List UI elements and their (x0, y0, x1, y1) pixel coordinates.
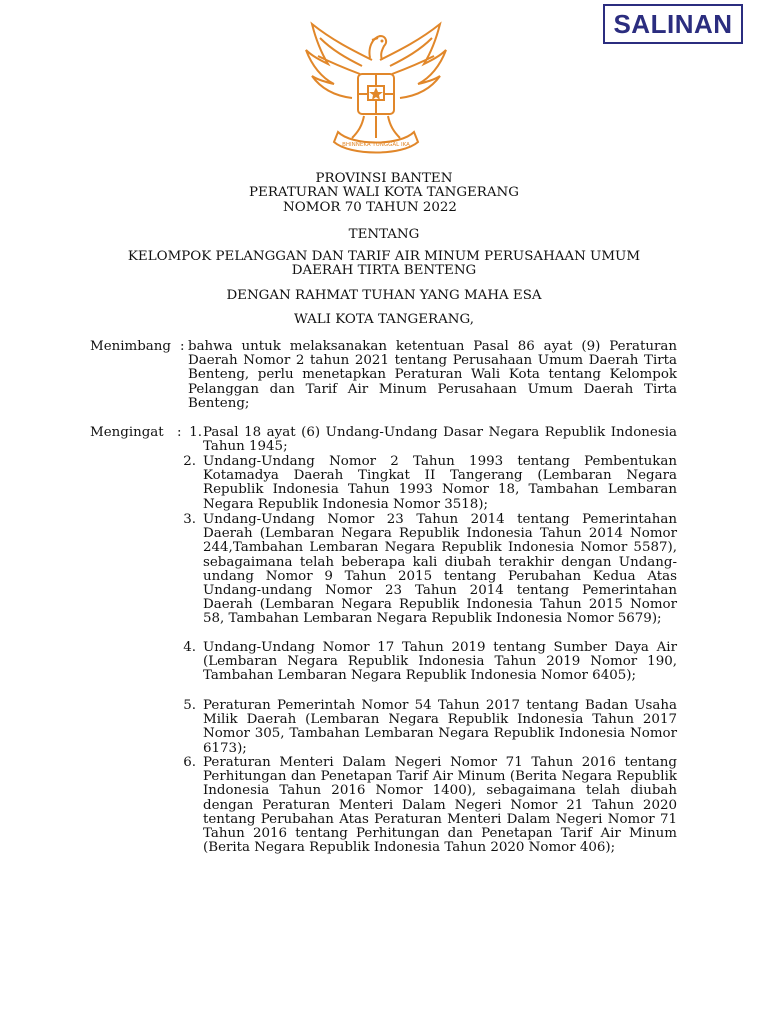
list-item-number: 4. (183, 640, 196, 655)
salinan-stamp: SALINAN (603, 4, 743, 44)
about-heading: TENTANG (348, 227, 420, 242)
subject-line-1: KELOMPOK PELANGGAN DAN TARIF AIR MINUM PERUSAHAAN UMUM (127, 249, 641, 264)
list-item: Undang-Undang Nomor 17 Tahun 2019 tentang Sumber Daya Air (Lembaran Negara Republik Indonesia Tahun 2019 Nomor 190, Tambahan Lembaran Negara Republik Indonesia Nomor 6405); (203, 640, 677, 684)
mengingat-colon: : (177, 425, 182, 440)
regulation-title: PERATURAN WALI KOTA TANGERANG (249, 185, 519, 200)
list-item-number: 2. (183, 454, 196, 469)
subject-line-2: DAERAH TIRTA BENTENG (291, 263, 477, 278)
menimbang-text: bahwa untuk melaksanakan ketentuan Pasal 86 ayat (9) Peraturan Daerah Nomor 2 tahun 2021 tentang Perusahaan Umum Daerah Tirta Benteng, perlu menetapkan Peraturan Wali Kota tentang Kelompok Pelanggan dan Tarif Air Minum Perusahaan Umum Daerah Tirta Benteng; (188, 339, 677, 411)
province-title: PROVINSI BANTEN (315, 171, 453, 186)
list-item: Pasal 18 ayat (6) Undang-Undang Dasar Negara Republik Indonesia Tahun 1945; (203, 425, 677, 455)
menimbang-colon: : (180, 339, 185, 354)
list-item: Peraturan Menteri Dalam Negeri Nomor 71 Tahun 2016 tentang Perhitungan dan Penetapan Tarif Air Minum (Berita Negara Republik Indonesia Tahun 2016 Nomor 1400), sebagaimana telah diubah dengan Peraturan Menteri Dalam Negeri Nomor 21 Tahun 2020 tentang Perubahan Atas Peraturan Menteri Dalam Negeri Nomor 71 Tahun 2016 tentang Perhitungan dan Penetapan Tarif Air Minum (Berita Negara Republik Indonesia Tahun 2020 Nomor 406); (203, 755, 677, 856)
garuda-pancasila-emblem (302, 20, 450, 160)
menimbang-label: Menimbang (90, 339, 171, 354)
list-item-number: 3. (183, 512, 196, 527)
list-item-number: 5. (183, 698, 196, 713)
regulation-number: NOMOR 70 TAHUN 2022 (283, 200, 457, 215)
list-item: Undang-Undang Nomor 23 Tahun 2014 tentang Pemerintahan Daerah (Lembaran Negara Republik Indonesia Tahun 2014 Nomor 244,Tambahan Lembaran Negara Republik Indonesia Nomor 5587), sebagaimana telah beberapa kali diubah terakhir dengan Undang-undang Nomor 9 Tahun 2015 tentang Perubahan Kedua Atas Undang-undang Nomor 23 Tahun 2014 tentang Pemerintahan Daerah (Lembaran Negara Republik Indonesia Tahun 2015 Nomor 58, Tambahan Lembaran Negara Republik Indonesia Nomor 5679); (203, 512, 677, 627)
list-item-number: 1. (189, 425, 202, 440)
blessing-line: DENGAN RAHMAT TUHAN YANG MAHA ESA (226, 288, 542, 303)
list-item: Undang-Undang Nomor 2 Tahun 1993 tentang Pembentukan Kotamadya Daerah Tingkat II Tangerang (Lembaran Negara Republik Indonesia Tahun 1993 Nomor 18, Tambahan Lembaran Negara Republik Indonesia Nomor 3518); (203, 454, 677, 512)
official-title: WALI KOTA TANGERANG, (294, 312, 474, 327)
motto-text: BHINNEKA TUNGGAL IKA (342, 142, 410, 148)
list-item-number: 6. (183, 755, 196, 770)
list-item: Peraturan Pemerintah Nomor 54 Tahun 2017 tentang Badan Usaha Milik Daerah (Lembaran Negara Republik Indonesia Tahun 2017 Nomor 305, Tambahan Lembaran Negara Republik Indonesia Nomor 6173); (203, 698, 677, 756)
mengingat-label: Mengingat (90, 425, 164, 440)
